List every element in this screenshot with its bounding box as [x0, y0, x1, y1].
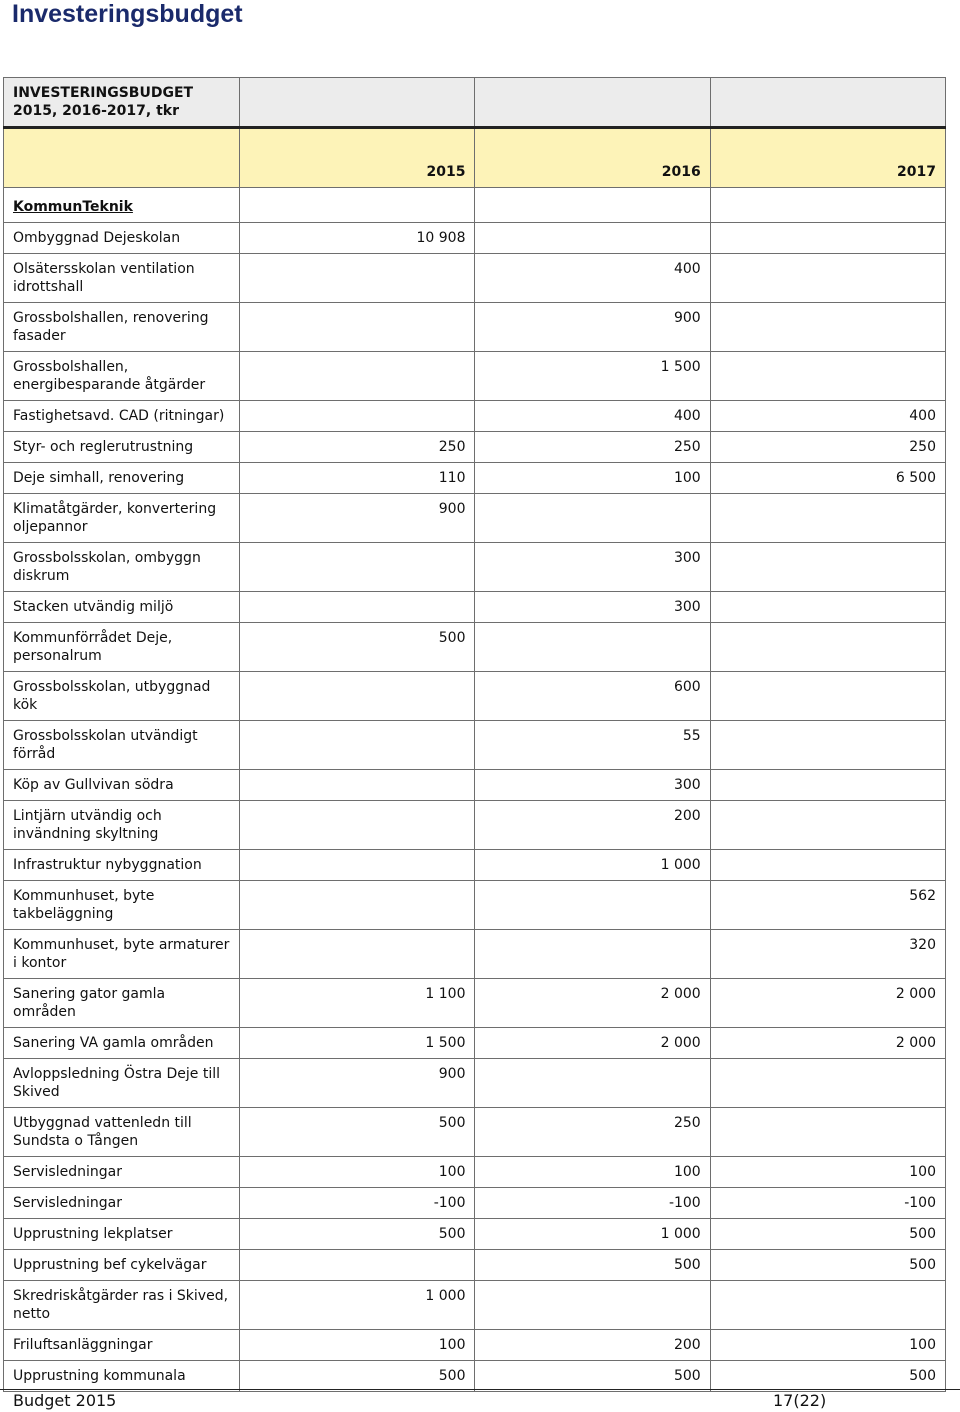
row-value-2015 — [240, 770, 475, 801]
table-row — [4, 592, 946, 623]
row-value-2015: 900 — [240, 494, 475, 543]
row-value-2016 — [475, 881, 710, 930]
row-label: Avloppsledning Östra Deje till Skived — [4, 1059, 240, 1108]
row-value-2016: 2 000 — [475, 1028, 710, 1059]
row-label: Infrastruktur nybyggnation — [4, 850, 240, 881]
row-value-2016 — [475, 223, 710, 254]
row-value-2015 — [240, 801, 475, 850]
row-value-2015: 100 — [240, 1157, 475, 1188]
row-label: Grossbolsskolan, ombyggn diskrum — [4, 543, 240, 592]
table-row — [4, 623, 946, 672]
row-label: Upprustning bef cykelvägar — [4, 1250, 240, 1281]
row-value-2016: 400 — [475, 401, 710, 432]
row-label: Styr- och reglerutrustning — [4, 432, 240, 463]
row-label: Fastighetsavd. CAD (ritningar) — [4, 401, 240, 432]
row-value-2016: 2 000 — [475, 979, 710, 1028]
row-value-2015 — [240, 930, 475, 979]
table-row — [4, 254, 946, 303]
row-value-2015: 1 500 — [240, 1028, 475, 1059]
row-value-2016: 250 — [475, 432, 710, 463]
row-value-2017: 2 000 — [710, 979, 945, 1028]
row-value-2015 — [240, 721, 475, 770]
row-value-2015: 1 000 — [240, 1281, 475, 1330]
row-value-2017 — [710, 592, 945, 623]
row-label: Utbyggnad vattenledn till Sundsta o Tången — [4, 1108, 240, 1157]
row-value-2016: 500 — [475, 1250, 710, 1281]
row-label: Upprustning lekplatser — [4, 1219, 240, 1250]
row-value-2016 — [475, 930, 710, 979]
row-value-2016: 1 000 — [475, 850, 710, 881]
table-row — [4, 850, 946, 881]
row-value-2017: 250 — [710, 432, 945, 463]
row-value-2017 — [710, 1059, 945, 1108]
table-row — [4, 1028, 946, 1059]
row-value-2017 — [710, 254, 945, 303]
row-value-2015: 110 — [240, 463, 475, 494]
row-value-2017: 562 — [710, 881, 945, 930]
row-value-2015 — [240, 672, 475, 721]
row-value-2017 — [710, 623, 945, 672]
table-row — [4, 1330, 946, 1361]
row-value-2016 — [475, 1059, 710, 1108]
table-row — [4, 463, 946, 494]
table-row — [4, 1281, 946, 1330]
investment-budget-table — [3, 77, 946, 1392]
row-label: Grossbolsskolan, utbyggnad kök — [4, 672, 240, 721]
row-value-2015 — [240, 850, 475, 881]
row-value-2017 — [710, 494, 945, 543]
row-value-2016: 55 — [475, 721, 710, 770]
row-label: Ombyggnad Dejeskolan — [4, 223, 240, 254]
table-title: INVESTERINGSBUDGET 2015, 2016-2017, tkr — [4, 78, 240, 128]
row-value-2015: 10 908 — [240, 223, 475, 254]
row-value-2016: 300 — [475, 770, 710, 801]
table-row — [4, 1108, 946, 1157]
row-value-2017 — [710, 352, 945, 401]
row-label: Servisledningar — [4, 1188, 240, 1219]
row-value-2016: 400 — [475, 254, 710, 303]
row-value-2017: 2 000 — [710, 1028, 945, 1059]
row-value-2016: 300 — [475, 592, 710, 623]
row-label: Deje simhall, renovering — [4, 463, 240, 494]
row-value-2016: 1 500 — [475, 352, 710, 401]
row-value-2016: -100 — [475, 1188, 710, 1219]
row-label: Sanering gator gamla områden — [4, 979, 240, 1028]
row-value-2017 — [710, 1281, 945, 1330]
table-row — [4, 432, 946, 463]
footer-page-number: 17(22) — [773, 1391, 827, 1410]
row-label: Kommunhuset, byte takbeläggning — [4, 881, 240, 930]
footer-document-name: Budget 2015 — [13, 1391, 117, 1410]
row-value-2015 — [240, 303, 475, 352]
row-value-2017 — [710, 721, 945, 770]
row-label: Skredriskåtgärder ras i Skived, netto — [4, 1281, 240, 1330]
row-value-2017 — [710, 1108, 945, 1157]
table-row — [4, 721, 946, 770]
row-value-2016: 300 — [475, 543, 710, 592]
row-value-2017: 320 — [710, 930, 945, 979]
table-row — [4, 401, 946, 432]
row-value-2017: 100 — [710, 1157, 945, 1188]
row-label: Stacken utvändig miljö — [4, 592, 240, 623]
row-label: Friluftsanläggningar — [4, 1330, 240, 1361]
year-header-2017: 2017 — [710, 128, 945, 188]
row-value-2016: 500 — [475, 1361, 710, 1392]
row-value-2017 — [710, 850, 945, 881]
row-value-2015: 500 — [240, 623, 475, 672]
table-row — [4, 1250, 946, 1281]
row-value-2015 — [240, 1250, 475, 1281]
year-header-row — [4, 128, 946, 188]
row-value-2015: 250 — [240, 432, 475, 463]
table-row — [4, 1059, 946, 1108]
row-value-2015 — [240, 881, 475, 930]
table-row — [4, 1157, 946, 1188]
table-row — [4, 1188, 946, 1219]
row-value-2016: 200 — [475, 1330, 710, 1361]
row-value-2017: 400 — [710, 401, 945, 432]
row-value-2015: 100 — [240, 1330, 475, 1361]
row-value-2015 — [240, 401, 475, 432]
page-title: Investeringsbudget — [12, 0, 243, 28]
table-row — [4, 672, 946, 721]
row-label: Grossbolshallen, energibesparande åtgärder — [4, 352, 240, 401]
table-row — [4, 494, 946, 543]
row-value-2016: 250 — [475, 1108, 710, 1157]
year-header-2015: 2015 — [240, 128, 475, 188]
row-label: Klimatåtgärder, konvertering oljepannor — [4, 494, 240, 543]
table-row — [4, 1361, 946, 1392]
row-label: Sanering VA gamla områden — [4, 1028, 240, 1059]
row-value-2017: 500 — [710, 1219, 945, 1250]
row-value-2017 — [710, 303, 945, 352]
year-header-2016: 2016 — [475, 128, 710, 188]
row-value-2016 — [475, 494, 710, 543]
table-row — [4, 352, 946, 401]
row-value-2017 — [710, 672, 945, 721]
row-label: Köp av Gullvivan södra — [4, 770, 240, 801]
row-value-2017: 500 — [710, 1361, 945, 1392]
footer-divider — [0, 1389, 960, 1390]
row-label: Lintjärn utvändig och invändning skyltning — [4, 801, 240, 850]
row-value-2016: 900 — [475, 303, 710, 352]
row-value-2016: 1 000 — [475, 1219, 710, 1250]
row-label: Olsätersskolan ventilation idrottshall — [4, 254, 240, 303]
row-value-2015: 500 — [240, 1361, 475, 1392]
row-value-2017 — [710, 223, 945, 254]
row-value-2015 — [240, 592, 475, 623]
row-label: Kommunhuset, byte armaturer i kontor — [4, 930, 240, 979]
table-row — [4, 881, 946, 930]
row-value-2017: 6 500 — [710, 463, 945, 494]
row-value-2016: 100 — [475, 1157, 710, 1188]
row-value-2017: 500 — [710, 1250, 945, 1281]
row-label: Upprustning kommunala — [4, 1361, 240, 1392]
row-value-2017 — [710, 801, 945, 850]
row-value-2015: 500 — [240, 1108, 475, 1157]
row-value-2015 — [240, 254, 475, 303]
row-value-2017 — [710, 770, 945, 801]
section-label: KommunTeknik — [13, 199, 133, 215]
row-value-2016: 200 — [475, 801, 710, 850]
section-row — [4, 188, 946, 223]
row-value-2015: -100 — [240, 1188, 475, 1219]
row-value-2015 — [240, 543, 475, 592]
table-row — [4, 223, 946, 254]
row-value-2015: 1 100 — [240, 979, 475, 1028]
table-row — [4, 801, 946, 850]
row-label: Servisledningar — [4, 1157, 240, 1188]
row-value-2016 — [475, 1281, 710, 1330]
row-value-2016: 100 — [475, 463, 710, 494]
row-value-2017: -100 — [710, 1188, 945, 1219]
table-title-row — [4, 78, 946, 128]
row-label: Grossbolshallen, renovering fasader — [4, 303, 240, 352]
row-value-2016: 600 — [475, 672, 710, 721]
row-value-2017: 100 — [710, 1330, 945, 1361]
table-row — [4, 770, 946, 801]
table-row — [4, 303, 946, 352]
row-value-2017 — [710, 543, 945, 592]
table-row — [4, 543, 946, 592]
table-row — [4, 930, 946, 979]
row-value-2016 — [475, 623, 710, 672]
row-value-2015: 500 — [240, 1219, 475, 1250]
row-value-2015 — [240, 352, 475, 401]
table-row — [4, 979, 946, 1028]
row-label: Kommunförrådet Deje, personalrum — [4, 623, 240, 672]
row-value-2015: 900 — [240, 1059, 475, 1108]
row-label: Grossbolsskolan utvändigt förråd — [4, 721, 240, 770]
table-row — [4, 1219, 946, 1250]
